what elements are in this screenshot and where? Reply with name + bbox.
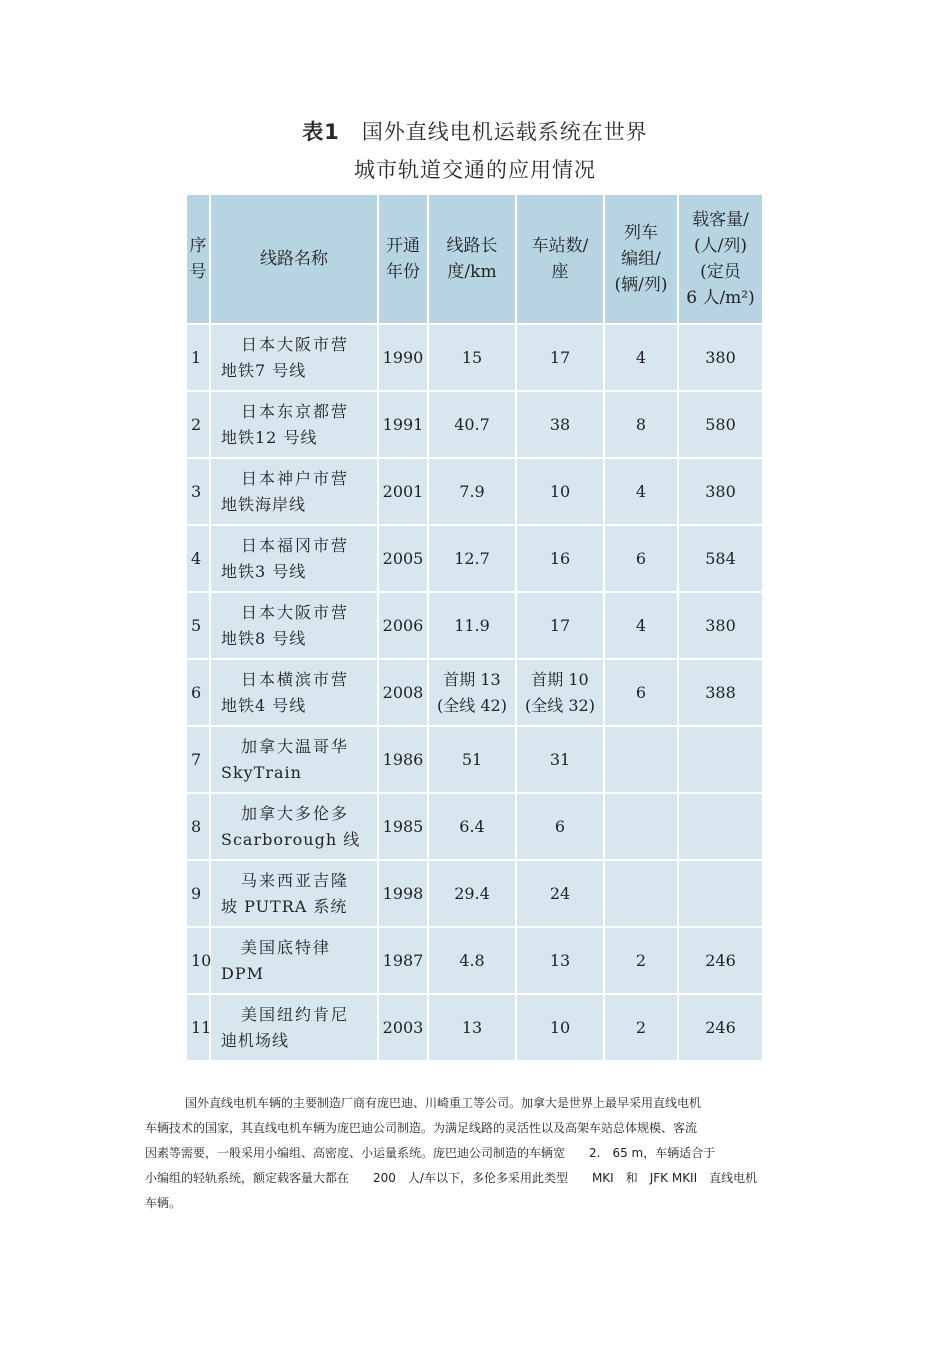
table-header xyxy=(186,194,763,324)
header-no-line: 序 xyxy=(189,236,207,256)
cell-stations xyxy=(516,324,604,391)
cell-year: 1990 xyxy=(378,324,428,391)
cell-year: 2005 xyxy=(378,525,428,592)
cell-capacity xyxy=(678,726,763,793)
length-value: 51 xyxy=(461,749,483,769)
cell-stations xyxy=(516,592,604,659)
table-body xyxy=(186,324,763,1061)
stations-value: 首期 10 xyxy=(531,669,589,689)
cell-formation: 2 xyxy=(604,994,678,1061)
cell-year: 2003 xyxy=(378,994,428,1061)
line-name-part2: 迪机场线 xyxy=(221,1030,290,1050)
cell-formation: 8 xyxy=(604,391,678,458)
cell-line-name xyxy=(210,726,378,793)
cell-line-name xyxy=(210,391,378,458)
header-name xyxy=(210,194,378,324)
cell-length xyxy=(428,860,516,927)
length-value: 29.4 xyxy=(454,883,490,903)
table-row xyxy=(186,391,763,458)
cell-formation: 6 xyxy=(604,525,678,592)
header-formation-line: (辆/列) xyxy=(614,275,668,295)
cell-year: 1985 xyxy=(378,793,428,860)
cell-formation: 4 xyxy=(604,324,678,391)
paragraph-line: 车辆。 xyxy=(145,1196,182,1210)
paragraph-line: 车辆技术的国家，其直线电机车辆为庞巴迪公司制造。为满足线路的灵活性以及高架车站总体规模、客流 xyxy=(145,1121,698,1135)
stations-value: (全线 32) xyxy=(525,695,595,715)
line-name-part2: 坡 PUTRA 系统 xyxy=(221,896,348,916)
table-row xyxy=(186,659,763,726)
header-year-line: 开通 xyxy=(386,236,420,256)
stations-value: 10 xyxy=(549,481,571,501)
header-stations xyxy=(516,194,604,324)
cell-no: 6 xyxy=(186,659,210,726)
cell-no: 1 xyxy=(186,324,210,391)
length-value: 11.9 xyxy=(454,615,490,635)
length-value: (全线 42) xyxy=(437,695,507,715)
header-length-line: 线路长 xyxy=(446,236,498,256)
cell-capacity: 246 xyxy=(678,927,763,994)
cell-stations xyxy=(516,793,604,860)
cell-year: 2008 xyxy=(378,659,428,726)
table-row xyxy=(186,994,763,1061)
cell-stations xyxy=(516,994,604,1061)
cell-no: 8 xyxy=(186,793,210,860)
line-name-part2: 地铁12 号线 xyxy=(221,427,318,447)
cell-year: 1991 xyxy=(378,391,428,458)
cell-capacity: 380 xyxy=(678,324,763,391)
cell-formation xyxy=(604,793,678,860)
line-name-part1: 日本大阪市营 xyxy=(241,602,350,622)
table-row xyxy=(186,525,763,592)
cell-capacity: 584 xyxy=(678,525,763,592)
cell-no: 3 xyxy=(186,458,210,525)
header-no xyxy=(186,194,210,324)
header-formation-line: 列车 xyxy=(624,223,658,243)
header-formation xyxy=(604,194,678,324)
stations-value: 24 xyxy=(549,883,571,903)
line-name-part1: 日本神户市营 xyxy=(241,468,350,488)
cell-formation: 4 xyxy=(604,592,678,659)
table-row xyxy=(186,458,763,525)
header-stations-line: 座 xyxy=(551,262,569,282)
cell-length xyxy=(428,525,516,592)
cell-formation: 6 xyxy=(604,659,678,726)
cell-stations xyxy=(516,659,604,726)
cell-capacity xyxy=(678,793,763,860)
header-capacity-line: (定员 xyxy=(700,262,741,282)
line-name-part1: 加拿大多伦多 xyxy=(241,803,350,823)
cell-year: 1986 xyxy=(378,726,428,793)
length-value: 12.7 xyxy=(454,548,490,568)
header-name-line: 线路名称 xyxy=(260,249,328,269)
table-row xyxy=(186,793,763,860)
cell-no: 5 xyxy=(186,592,210,659)
cell-capacity: 380 xyxy=(678,458,763,525)
cell-year: 1987 xyxy=(378,927,428,994)
cell-no: 7 xyxy=(186,726,210,793)
cell-stations xyxy=(516,391,604,458)
length-value: 15 xyxy=(461,347,483,367)
cell-stations xyxy=(516,458,604,525)
table-row xyxy=(186,927,763,994)
cell-length xyxy=(428,391,516,458)
line-name-part1: 加拿大温哥华 xyxy=(241,736,350,756)
line-name-part1: 美国纽约肯尼 xyxy=(241,1004,350,1024)
cell-stations xyxy=(516,927,604,994)
table-title-part1: 国外直线电机运载系统在世界 xyxy=(361,120,648,144)
cell-year: 2006 xyxy=(378,592,428,659)
cell-line-name xyxy=(210,860,378,927)
length-value: 40.7 xyxy=(454,414,490,434)
paragraph-line: 小编组的轻轨系统，额定载客量大都在 200 人/车以下，多伦多采用此类型 MKI 和 JFK MKII 直线电机 xyxy=(145,1171,758,1185)
header-capacity xyxy=(678,194,763,324)
table-number: 表1 xyxy=(302,120,340,144)
length-value: 13 xyxy=(461,1017,483,1037)
cell-no: 9 xyxy=(186,860,210,927)
stations-value: 16 xyxy=(549,548,571,568)
length-value: 首期 13 xyxy=(443,669,501,689)
cell-stations xyxy=(516,525,604,592)
cell-length xyxy=(428,324,516,391)
cell-length xyxy=(428,592,516,659)
header-no-line: 号 xyxy=(189,262,207,282)
line-name-part1: 马来西亚吉隆 xyxy=(241,870,350,890)
cell-line-name xyxy=(210,659,378,726)
cell-line-name xyxy=(210,324,378,391)
cell-length xyxy=(428,994,516,1061)
table-row xyxy=(186,726,763,793)
cell-capacity: 580 xyxy=(678,391,763,458)
cell-line-name xyxy=(210,927,378,994)
line-name-part2: 地铁4 号线 xyxy=(221,695,307,715)
header-length-line: 度/km xyxy=(447,262,497,282)
header-formation-line: 编组/ xyxy=(621,249,661,269)
header-row xyxy=(186,194,763,324)
cell-line-name xyxy=(210,458,378,525)
cell-line-name xyxy=(210,994,378,1061)
stations-value: 17 xyxy=(549,347,571,367)
header-stations-line: 车站数/ xyxy=(531,236,589,256)
length-value: 6.4 xyxy=(459,816,485,836)
line-name-part2: 地铁海岸线 xyxy=(221,494,307,514)
line-name-part1: 美国底特律 xyxy=(241,937,332,957)
header-capacity-line: 6 人/m²) xyxy=(686,288,755,308)
cell-line-name xyxy=(210,592,378,659)
paragraph-line: 因素等需要，一般采用小编组、高密度、小运量系统。庞巴迪公司制造的车辆宽 2. 65 m，车辆适合于 xyxy=(145,1146,716,1160)
cell-no: 10 xyxy=(186,927,210,994)
stations-value: 13 xyxy=(549,950,571,970)
cell-capacity: 246 xyxy=(678,994,763,1061)
stations-value: 38 xyxy=(549,414,571,434)
data-table xyxy=(185,193,764,1062)
cell-year: 2001 xyxy=(378,458,428,525)
cell-formation: 2 xyxy=(604,927,678,994)
line-name-part2: 地铁3 号线 xyxy=(221,561,307,581)
table-row xyxy=(186,324,763,391)
header-length xyxy=(428,194,516,324)
cell-year: 1998 xyxy=(378,860,428,927)
line-name-part1: 日本横滨市营 xyxy=(241,669,350,689)
line-name-part2: SkyTrain xyxy=(221,762,302,782)
header-year xyxy=(378,194,428,324)
stations-value: 10 xyxy=(549,1017,571,1037)
header-capacity-line: 载客量/ xyxy=(692,210,749,230)
table-row xyxy=(186,592,763,659)
header-capacity-line: (人/列) xyxy=(694,236,747,256)
cell-line-name xyxy=(210,793,378,860)
cell-capacity: 380 xyxy=(678,592,763,659)
stations-value: 17 xyxy=(549,615,571,635)
cell-line-name xyxy=(210,525,378,592)
cell-no: 2 xyxy=(186,391,210,458)
length-value: 7.9 xyxy=(459,481,485,501)
table-row xyxy=(186,860,763,927)
cell-stations xyxy=(516,860,604,927)
cell-length xyxy=(428,927,516,994)
line-name-part1: 日本福冈市营 xyxy=(241,535,350,555)
cell-length xyxy=(428,793,516,860)
cell-length xyxy=(428,726,516,793)
paragraph-line: 国外直线电机车辆的主要制造厂商有庞巴迪、川崎重工等公司。加拿大是世界上最早采用直线电机 xyxy=(185,1096,702,1110)
line-name-part2: 地铁8 号线 xyxy=(221,628,307,648)
cell-formation: 4 xyxy=(604,458,678,525)
table-caption-line1 xyxy=(0,116,950,146)
line-name-part2: DPM xyxy=(221,963,264,983)
cell-length xyxy=(428,659,516,726)
cell-length xyxy=(428,458,516,525)
line-name-part2: 地铁7 号线 xyxy=(221,360,307,380)
length-value: 4.8 xyxy=(459,950,485,970)
cell-stations xyxy=(516,726,604,793)
table-caption-line2: 城市轨道交通的应用情况 xyxy=(354,158,596,182)
line-name-part1: 日本大阪市营 xyxy=(241,334,350,354)
cell-no: 11 xyxy=(186,994,210,1061)
header-year-line: 年份 xyxy=(386,262,420,282)
cell-capacity: 388 xyxy=(678,659,763,726)
stations-value: 31 xyxy=(549,749,571,769)
line-name-part2: Scarborough 线 xyxy=(221,829,361,849)
line-name-part1: 日本东京都营 xyxy=(241,401,350,421)
stations-value: 6 xyxy=(554,816,566,836)
cell-capacity xyxy=(678,860,763,927)
cell-no: 4 xyxy=(186,525,210,592)
cell-formation xyxy=(604,726,678,793)
cell-formation xyxy=(604,860,678,927)
